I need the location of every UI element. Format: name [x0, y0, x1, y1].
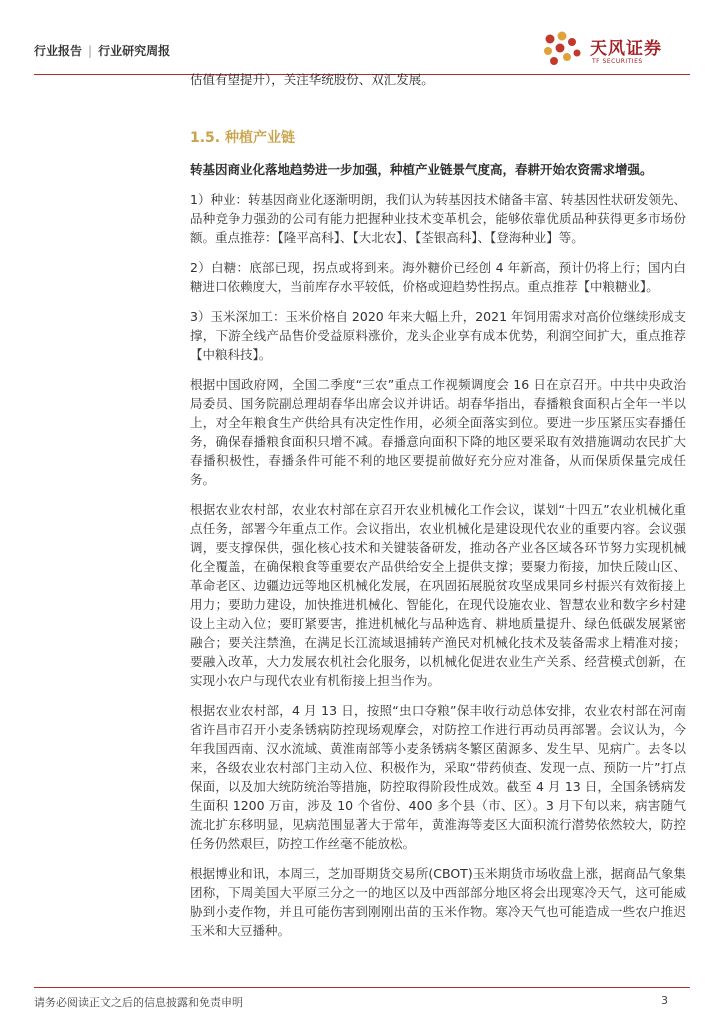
- paragraph-seed-industry: 1）种业：转基因商业化逐渐明朗，我们认为转基因技术储备丰富、转基因性状研发领先、品种竞争力强劲的公司有能力把握种业技术变革机会，能够依靠优质品种获得更多市场份额。重点推荐：【隆平高科】、【大北农】、【荃银高科】、【登海种业】等。: [190, 192, 686, 245]
- main-content: [190, 70, 686, 940]
- section-subhead: 转基因商业化落地趋势进一步加强，种植产业链景气度高，春耕开始农资需求增强。: [190, 162, 653, 177]
- section-title: 1.5. 种植产业链: [190, 130, 295, 146]
- footer-divider: [34, 987, 690, 988]
- subcategory-label: 行业研究周报: [98, 44, 171, 58]
- paragraph-cbot-corn: 根据博业和讯，本周三，芝加哥期货交易所(CBOT)玉米期货市场收盘上涨，据商品气象集团称，下周美国大平原三分之一的地区以及中西部部分地区将会出现寒冷天气，这可能威胁到小麦作物，并且可能伤害到刚刚出苗的玉米作物。寒冷天气也可能造成一些农户推迟玉米和大豆播种。: [190, 866, 686, 938]
- paragraph-sugar: 2）白糖：底部已现，拐点或将到来。海外糖价已经创 4 年新高，预计仍将上行；国内白糖进口依赖度大，当前库存水平较低，价格或迎趋势性拐点。重点推荐【中粮糖业】。: [190, 260, 686, 294]
- lead-text: 估值有望提升），关注华统股份、双汇发展。: [190, 72, 434, 87]
- category-label: 行业报告: [34, 44, 83, 58]
- page-number: 3: [661, 994, 668, 1007]
- brand-logo: [540, 28, 690, 74]
- header-separator: |: [88, 44, 93, 58]
- logo-subtitle: TF SECURITIES: [592, 58, 643, 65]
- logo-wordmark: 天风证券: [590, 39, 662, 59]
- page-header: [34, 34, 690, 74]
- paragraph-corn-processing: 3）玉米深加工：玉米价格自 2020 年来大幅上升，2021 年饲用需求对高价位继续形成支撑，下游全线产品售价受益原料涨价，龙头企业享有成本优势，利润空间扩大，重点推荐【中粮科技】。: [190, 309, 686, 362]
- report-category: [34, 42, 170, 59]
- paragraph-spring-planting: 根据中国政府网，全国二季度“三农”重点工作视频调度会 16 日在京召开。中共中央政治局委员、国务院副总理胡春华出席会议并讲话。胡春华指出，春播粮食面积占全年一半以上，对全年粮食生产供给具有决定性作用，必须全面落实到位。要进一步压紧压实春播任务，确保春播粮食面积只增不减。春播意向面积下降的地区要采取有效措施调动农民扩大春播积极性，春播条件可能不利的地区要提前做好充分应对准备，从而保质保量完成任务。: [190, 377, 686, 487]
- paragraph-mechanization: 根据农业农村部，农业农村部在京召开农业机械化工作会议，谋划“十四五”农业机械化重点任务，部署今年重点工作。会议指出，农业机械化是建设现代农业的重要内容。会议强调，要支撑保供，强化核心技术和关键装备研发，推动各产业各区域各环节努力实现机械化全覆盖，在确保粮食等重要农产品供给安全上提供支撑；要聚力衔接，加快丘陵山区、革命老区、边疆边远等地区机械化发展，在巩固拓展脱贫攻坚成果同乡村振兴有效衔接上用力；要助力建设，加快推进机械化、智能化，在现代设施农业、智慧农业和数字乡村建设上主动入位；要盯紧要害，推进机械化与品种选育、耕地质量提升、绿色低碳发展紧密融合；要关注禁渔，在满足长江流域退捕转产渔民对机械化技术及装备需求上精准对接；要融入改革，大力发展农机社会化服务，以机械化促进农业生产关系、经营模式创新，在实现小农户与现代农业有机衔接上担当作为。: [190, 502, 686, 688]
- paragraph-wheat-rust: 根据农业农村部，4 月 13 日，按照“虫口夺粮”保丰收行动总体安排，农业农村部在河南省许昌市召开小麦条锈病防控现场观摩会，对防控工作进行再动员再部署。会议认为，今年我国西南、汉水流域、黄淮南部等小麦条锈病冬繁区菌源多、发生早、见病广。去冬以来，各级农业农村部门主动入位、积极作为，采取“带药侦查、发现一点、预防一片”打点保面，以及加大统防统治等措施，防控取得阶段性成效。截至 4 月 13 日，全国条锈病发生面积 1200 万亩，涉及 10 个省份、400 多个县（市、区）。3 月下旬以来，病害随气流北扩东移明显，见病范围显著大于常年，黄淮海等麦区大面积流行潜势依然较大，防控任务仍然艰巨，防控工作丝毫不能放松。: [190, 703, 686, 851]
- logo-icon: [540, 30, 586, 72]
- disclaimer-text: 请务必阅读正文之后的信息披露和免责申明: [34, 996, 243, 1009]
